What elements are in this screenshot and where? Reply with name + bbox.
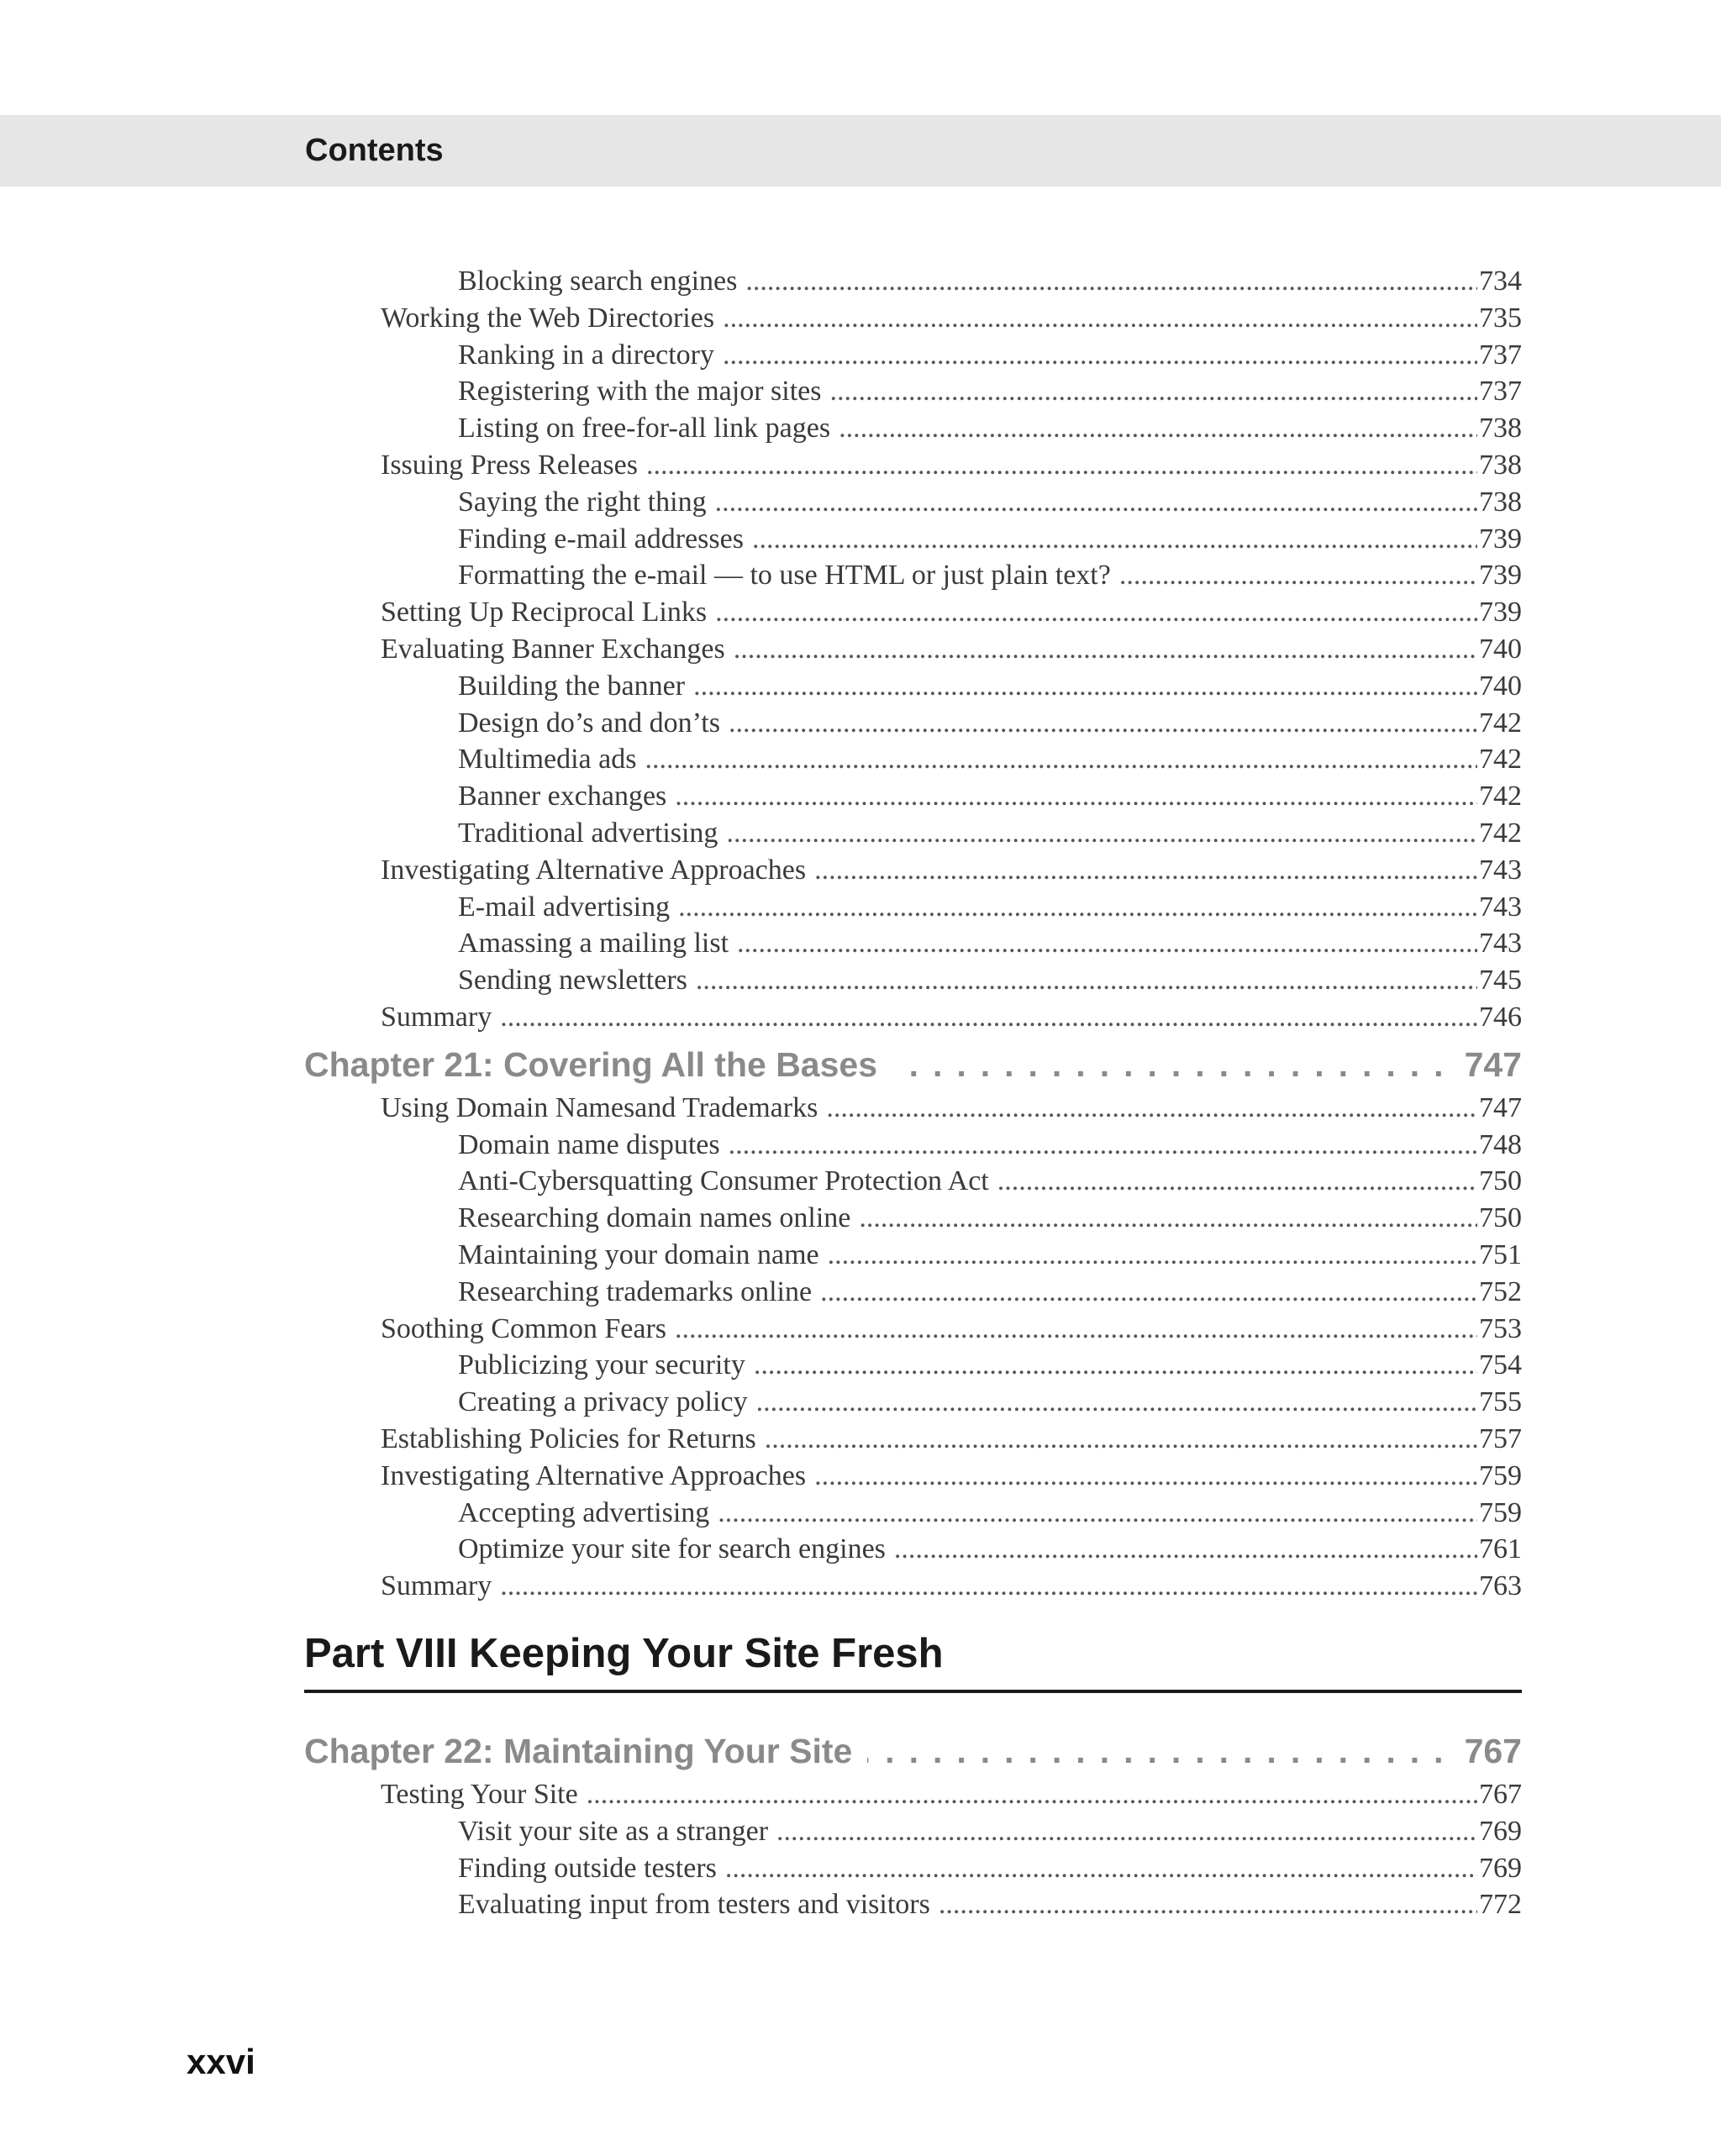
toc-entry <box>458 705 1522 742</box>
toc-entry <box>381 1458 1522 1495</box>
dot-leader <box>867 1727 1457 1775</box>
toc-entry-title: Formatting the e-mail — to use HTML or just plain text? <box>458 560 1111 591</box>
toc-page-number: 742 <box>1479 781 1522 812</box>
dot-leader <box>718 1495 1477 1532</box>
toc-entry-title: Building the banner <box>458 670 686 702</box>
chapter-heading <box>304 1727 1522 1775</box>
toc-entry <box>458 1886 1522 1923</box>
toc-entry <box>458 1200 1522 1237</box>
dot-leader <box>723 300 1477 337</box>
toc-entry <box>458 962 1522 999</box>
toc-entry-title: Registering with the major sites <box>458 376 822 407</box>
toc-page-number: 759 <box>1479 1460 1522 1491</box>
toc-page-number: 763 <box>1479 1570 1522 1601</box>
toc-entry-title: E-mail advertising <box>458 891 671 923</box>
toc-page-number: 738 <box>1479 413 1522 444</box>
toc-entry-title: Blocking search engines <box>458 266 738 297</box>
toc-entry <box>381 1090 1522 1127</box>
dot-leader <box>734 631 1477 668</box>
toc-entry <box>458 1163 1522 1200</box>
toc-entry-title: Using Domain Namesand Trademarks <box>381 1092 818 1123</box>
toc-entry-title: Publicizing your security <box>458 1349 745 1380</box>
toc-entry-title: Multimedia ads <box>458 744 637 775</box>
toc-entry-title: Creating a privacy policy <box>458 1386 748 1417</box>
toc-entry-title: Banner exchanges <box>458 781 667 812</box>
dot-leader <box>725 1850 1477 1887</box>
dot-leader <box>675 1311 1477 1348</box>
toc-page-number: 755 <box>1479 1386 1522 1417</box>
toc-entry-title: Optimize your site for search engines <box>458 1533 886 1564</box>
toc-entry-title: Soothing Common Fears <box>381 1313 667 1344</box>
toc-entry <box>381 631 1522 668</box>
toc-entry-title: Establishing Policies for Returns <box>381 1423 756 1454</box>
dot-leader <box>645 741 1477 778</box>
toc-entry <box>381 1421 1522 1458</box>
dot-leader <box>839 410 1477 447</box>
toc-entry-title: Accepting advertising <box>458 1497 710 1528</box>
chapter-title: Chapter 21: Covering All the Bases <box>304 1045 878 1084</box>
toc-entry <box>458 1850 1522 1887</box>
toc-entry-title: Working the Web Directories <box>381 302 715 334</box>
dot-leader <box>675 778 1477 815</box>
toc-page-number: 739 <box>1479 523 1522 555</box>
toc-entry <box>458 410 1522 447</box>
toc-entry-title: Evaluating input from testers and visitors <box>458 1889 930 1920</box>
toc-entry <box>381 852 1522 889</box>
dot-leader <box>820 1274 1477 1311</box>
toc-page-number: 735 <box>1479 302 1522 334</box>
dot-leader <box>726 815 1477 852</box>
page-header-title: Contents <box>305 133 444 168</box>
header-band <box>0 115 1721 187</box>
toc-entry-title: Summary <box>381 1570 492 1601</box>
dot-leader <box>830 373 1478 410</box>
toc-page-number: 746 <box>1479 1002 1522 1033</box>
dot-leader <box>678 889 1477 926</box>
toc-entry <box>458 1127 1522 1164</box>
toc-page-number: 738 <box>1479 486 1522 518</box>
dot-leader <box>696 962 1477 999</box>
toc-entry-title: Researching trademarks online <box>458 1276 813 1307</box>
toc-entry <box>458 1531 1522 1568</box>
toc-entry <box>458 1813 1522 1850</box>
toc-page-number: 753 <box>1479 1313 1522 1344</box>
toc-entry-title: Maintaining your domain name <box>458 1239 819 1270</box>
toc-page-number: 750 <box>1479 1165 1522 1196</box>
toc-entry-title: Finding e-mail addresses <box>458 523 744 555</box>
toc-page-number: 739 <box>1479 560 1522 591</box>
dot-leader <box>500 999 1477 1036</box>
toc-page-number: 738 <box>1479 450 1522 481</box>
toc-entry-title: Investigating Alternative Approaches <box>381 1460 807 1491</box>
toc-entry <box>458 1384 1522 1421</box>
toc-entry-title: Setting Up Reciprocal Links <box>381 597 708 628</box>
toc-page-number: 743 <box>1479 928 1522 959</box>
toc-page-number: 761 <box>1479 1533 1522 1564</box>
dot-leader <box>587 1776 1477 1813</box>
toc-entry <box>458 484 1522 521</box>
toc-page-number: 743 <box>1479 891 1522 923</box>
toc-entry-title: Investigating Alternative Approaches <box>381 855 807 886</box>
toc-entry-title: Testing Your Site <box>381 1779 578 1810</box>
dot-leader <box>1119 557 1477 594</box>
toc-entry <box>458 889 1522 926</box>
toc-entry <box>381 447 1522 484</box>
toc-entry-title: Evaluating Banner Exchanges <box>381 634 725 665</box>
toc-page-number: 742 <box>1479 744 1522 775</box>
dot-leader <box>828 1237 1477 1274</box>
dot-leader <box>894 1531 1477 1568</box>
toc-page-number: 737 <box>1479 376 1522 407</box>
toc-entry-title: Visit your site as a stranger <box>458 1816 769 1847</box>
dot-leader <box>997 1163 1477 1200</box>
toc-entry-title: Anti-Cybersquatting Consumer Protection Act <box>458 1165 989 1196</box>
toc-entry-title: Finding outside testers <box>458 1853 717 1884</box>
dot-leader <box>939 1886 1477 1923</box>
chapter-title: Chapter 22: Maintaining Your Site <box>304 1732 853 1770</box>
dot-leader <box>745 263 1477 300</box>
part-title: Part VIII Keeping Your Site Fresh <box>304 1631 944 1676</box>
toc-page-number: 737 <box>1479 339 1522 371</box>
toc-entry-title: Ranking in a directory <box>458 339 714 371</box>
dot-leader <box>752 521 1477 558</box>
toc-page-number: 742 <box>1479 707 1522 739</box>
dot-leader <box>729 1127 1477 1164</box>
toc-page-number: 748 <box>1479 1129 1522 1160</box>
toc-page-number: 757 <box>1479 1423 1522 1454</box>
toc-page-number: 772 <box>1479 1889 1522 1920</box>
dot-leader <box>723 337 1477 374</box>
toc-page-number: 769 <box>1479 1816 1522 1847</box>
toc-entry-title: Issuing Press Releases <box>381 450 638 481</box>
dot-leader <box>814 1458 1477 1495</box>
dot-leader <box>500 1568 1477 1605</box>
toc-page-number: 751 <box>1479 1239 1522 1270</box>
toc-entry <box>458 925 1522 962</box>
toc-entry <box>458 373 1522 410</box>
toc-page-number: 750 <box>1479 1202 1522 1233</box>
dot-leader <box>756 1384 1477 1421</box>
toc-page-number: 739 <box>1479 597 1522 628</box>
toc-entry <box>458 1347 1522 1384</box>
toc-page-number: 734 <box>1479 266 1522 297</box>
dot-leader <box>776 1813 1477 1850</box>
toc-entry-title: Sending newsletters <box>458 965 687 996</box>
dot-leader <box>737 925 1477 962</box>
toc-entry <box>458 263 1522 300</box>
toc-entry-title: Saying the right thing <box>458 486 707 518</box>
toc-page-number: 743 <box>1479 855 1522 886</box>
toc-entry <box>458 1274 1522 1311</box>
toc-entry <box>458 1237 1522 1274</box>
toc-entry <box>381 1776 1522 1813</box>
toc-entry-title: Traditional advertising <box>458 818 718 849</box>
toc-page-number: 740 <box>1479 634 1522 665</box>
toc-entry <box>458 557 1522 594</box>
dot-leader <box>754 1347 1477 1384</box>
toc-entry <box>381 300 1522 337</box>
dot-leader <box>765 1421 1477 1458</box>
toc-entry <box>458 741 1522 778</box>
part-divider-rule <box>304 1690 1522 1693</box>
dot-leader <box>892 1041 1458 1088</box>
toc-entry <box>381 1568 1522 1605</box>
toc-page-number: 745 <box>1479 965 1522 996</box>
dot-leader <box>693 668 1477 705</box>
toc-entry <box>458 521 1522 558</box>
toc-entry-title: Summary <box>381 1002 492 1033</box>
toc-entry <box>381 1311 1522 1348</box>
toc-entry <box>458 337 1522 374</box>
toc-page-number: 769 <box>1479 1853 1522 1884</box>
toc-page-number: 740 <box>1479 670 1522 702</box>
toc-entry <box>458 778 1522 815</box>
toc-entry-title: Amassing a mailing list <box>458 928 729 959</box>
page-number-folio: xxvi <box>187 2042 255 2081</box>
toc-entry <box>458 815 1522 852</box>
dot-leader <box>729 705 1477 742</box>
toc-entry-title: Listing on free-for-all link pages <box>458 413 831 444</box>
chapter-page-number: 767 <box>1464 1732 1522 1770</box>
toc-page-number: 742 <box>1479 818 1522 849</box>
dot-leader <box>826 1090 1477 1127</box>
chapter-heading <box>304 1041 1522 1088</box>
toc-entry <box>458 1495 1522 1532</box>
toc-entry-title: Domain name disputes <box>458 1129 720 1160</box>
toc-entry-title: Design do’s and don’ts <box>458 707 720 739</box>
dot-leader <box>715 484 1477 521</box>
chapter-page-number: 747 <box>1464 1045 1522 1084</box>
toc-entry <box>458 668 1522 705</box>
dot-leader <box>814 852 1477 889</box>
toc-page-number: 754 <box>1479 1349 1522 1380</box>
dot-leader <box>646 447 1477 484</box>
toc-page-number: 747 <box>1479 1092 1522 1123</box>
toc-entry-title: Researching domain names online <box>458 1202 851 1233</box>
toc-page-number: 759 <box>1479 1497 1522 1528</box>
dot-leader <box>859 1200 1477 1237</box>
toc-entry <box>381 594 1522 631</box>
toc-entry <box>381 999 1522 1036</box>
dot-leader <box>715 594 1477 631</box>
toc-page-number: 752 <box>1479 1276 1522 1307</box>
toc-page-number: 767 <box>1479 1779 1522 1810</box>
